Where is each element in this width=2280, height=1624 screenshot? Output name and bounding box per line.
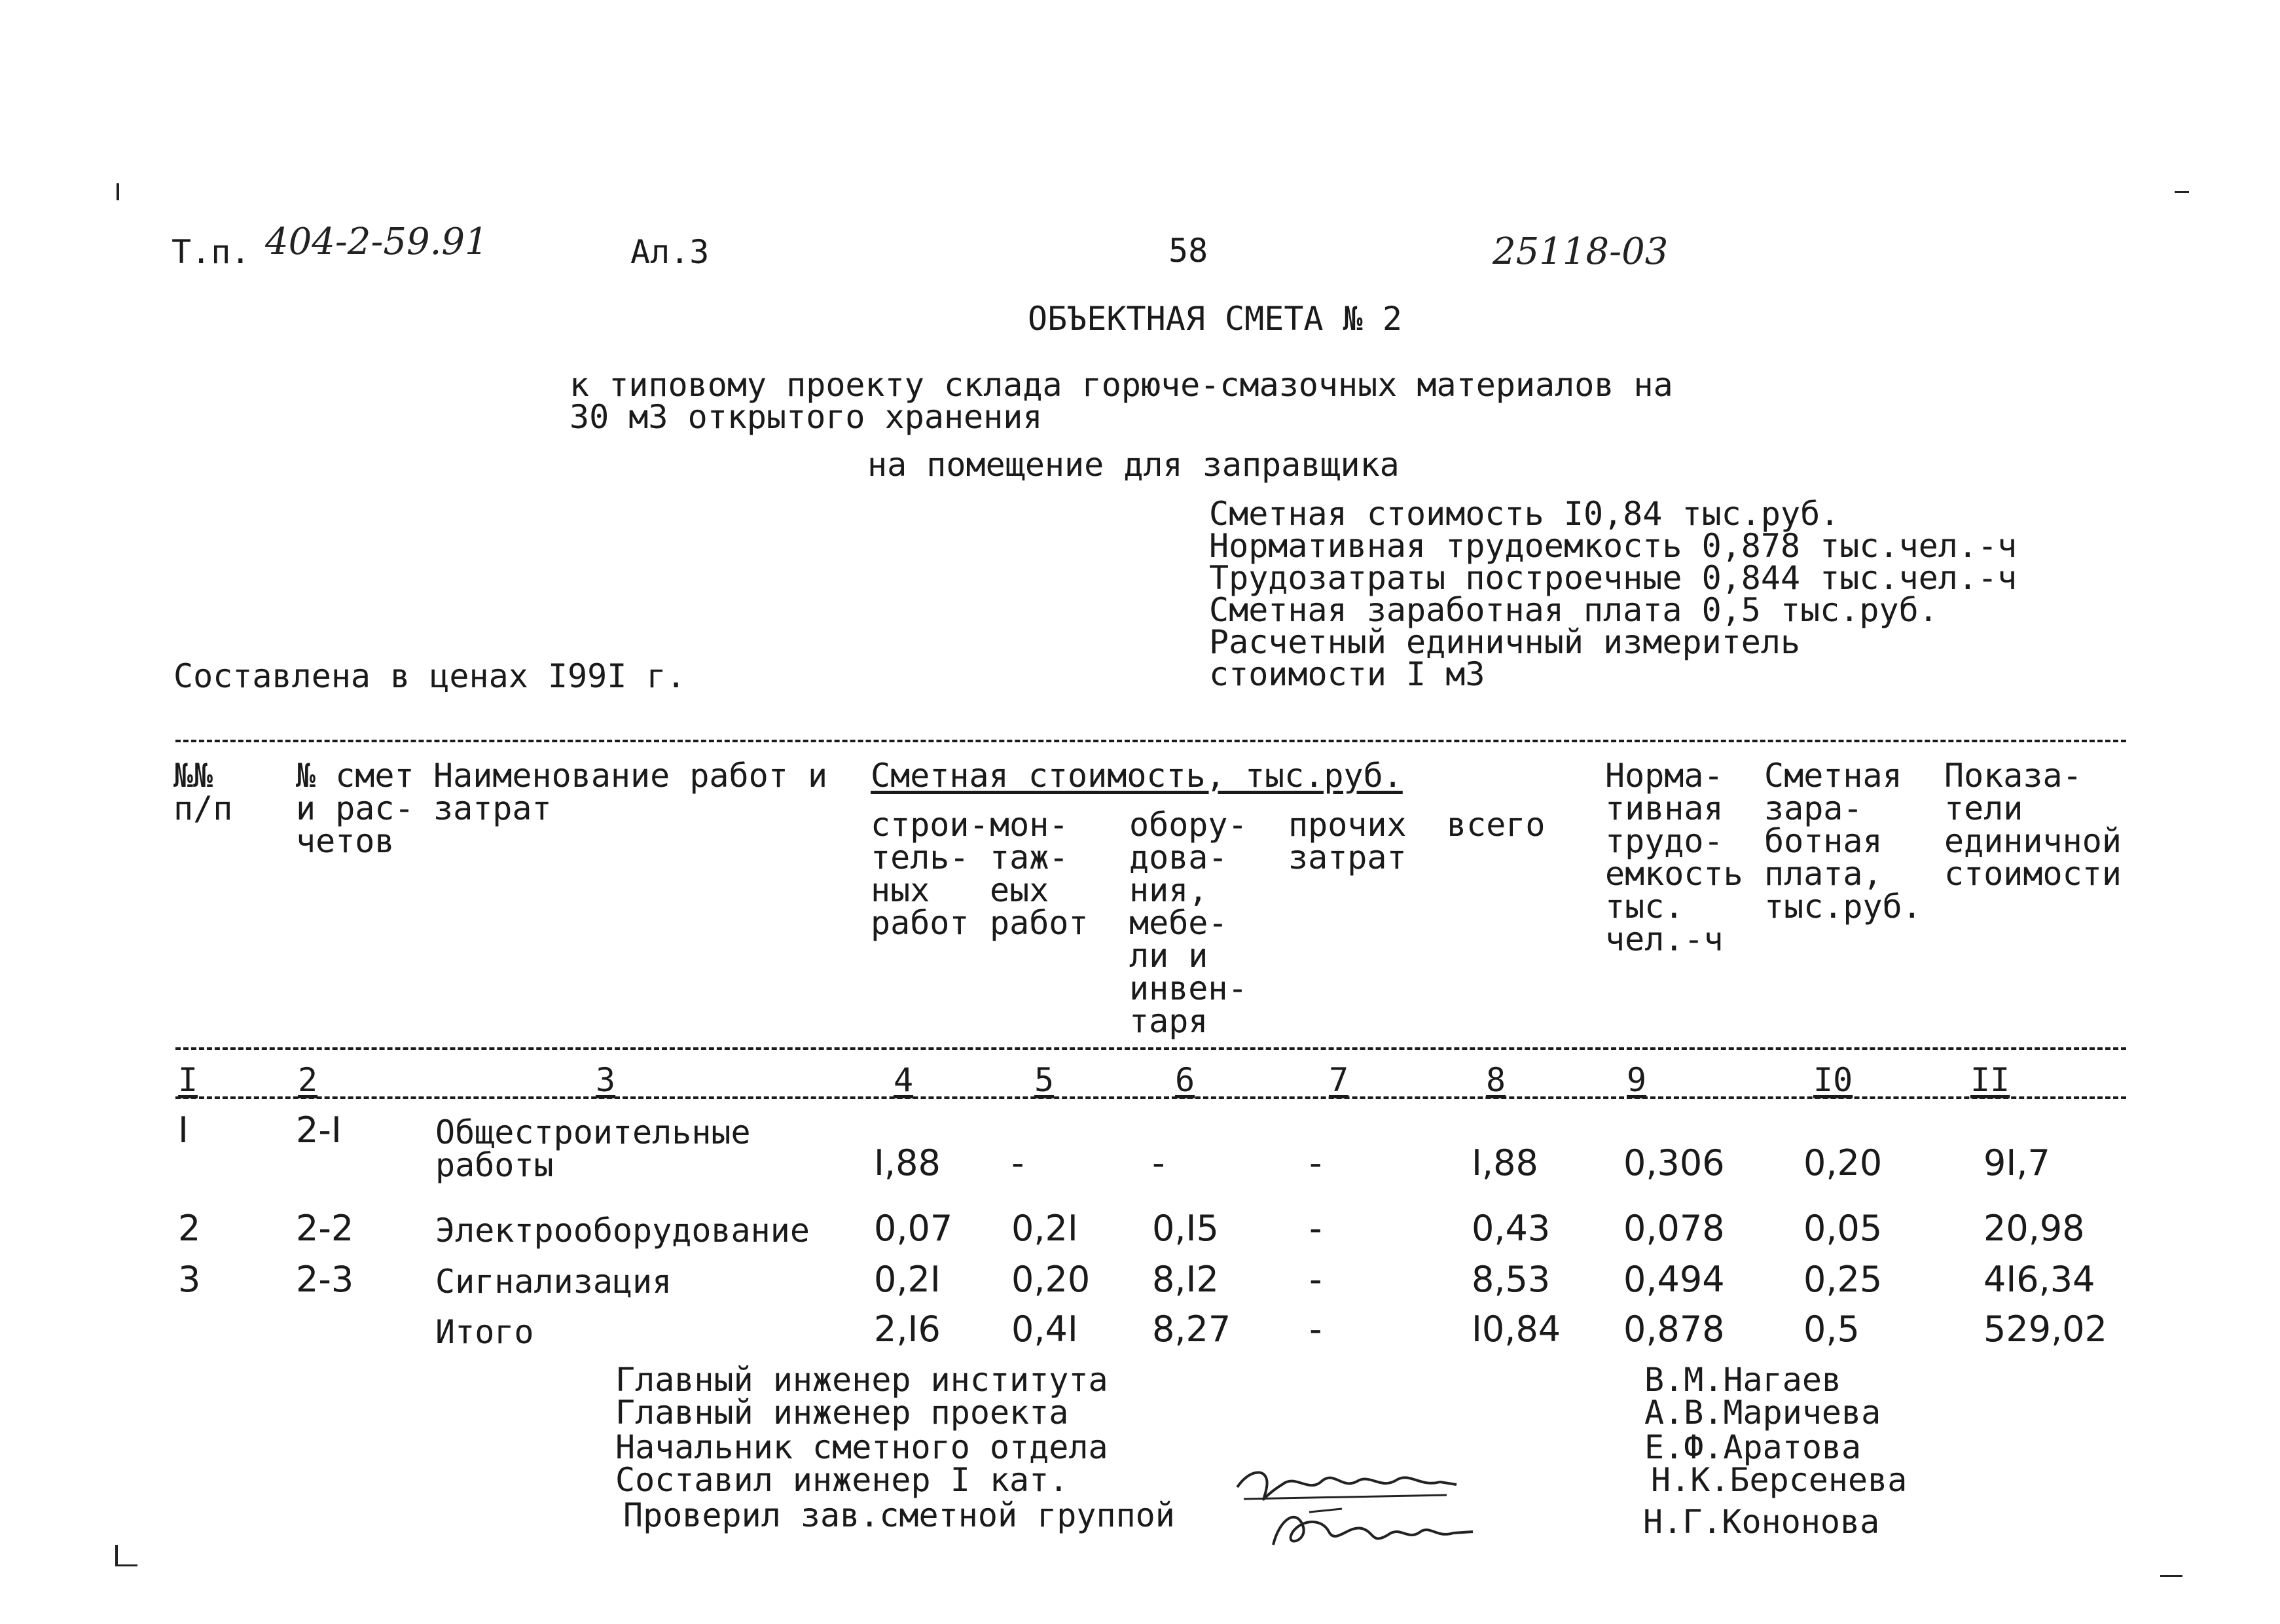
cell-estimate: 2-2	[296, 1208, 354, 1249]
header-num: №№ п/п	[173, 757, 233, 827]
header-equipment: обору- дова- ния, мебе- ли и инвен- таря	[1129, 806, 1248, 1040]
signature-name: Н.К.Берсенева	[1651, 1461, 1908, 1499]
cell-labor: 0,078	[1623, 1208, 1725, 1249]
subtitle-line-1: к типовому проекту склада горюче-смазочных материалов на	[570, 366, 1673, 404]
signature-role: Составил инженер I кат.	[615, 1461, 1069, 1499]
page-title: ОБЪЕКТНАЯ СМЕТА № 2	[1028, 300, 1402, 338]
summary-site-labor: Трудозатраты построечные 0,844 тыс.чел.-ч	[1209, 559, 2018, 597]
document-code: 25118-03	[1493, 230, 1669, 273]
cell-labor: 0,306	[1623, 1142, 1725, 1183]
column-number: II	[1970, 1061, 2010, 1099]
cell-construction: I,88	[874, 1142, 941, 1183]
handwritten-signature-kononova	[1263, 1499, 1479, 1558]
total-wage: 0,5	[1803, 1308, 1860, 1350]
cell-installation: 0,20	[1011, 1259, 1091, 1300]
cell-num: I	[178, 1110, 189, 1151]
column-number: 6	[1175, 1061, 1195, 1099]
header-labor: Норма- тивная трудо- емкость тыс. чел.-ч	[1605, 757, 1743, 958]
cell-equipment: 8,I2	[1152, 1259, 1219, 1300]
tp-number: 404-2-59.91	[265, 221, 488, 263]
subtitle-line-2: 30 м3 открытого хранения	[570, 398, 1043, 436]
cell-equipment: 0,I5	[1152, 1208, 1219, 1249]
cell-estimate: 2-3	[296, 1259, 354, 1300]
header-installation: мон- таж- еых работ	[990, 806, 1089, 942]
column-number: 7	[1329, 1061, 1349, 1099]
cell-installation: 0,2I	[1011, 1208, 1078, 1249]
cell-indicator: 4I6,34	[1983, 1259, 2095, 1300]
column-number: 8	[1486, 1061, 1506, 1099]
header-wage: Сметная зара- ботная плата, тыс.руб.	[1764, 757, 1922, 926]
cell-num: 2	[178, 1208, 201, 1249]
column-number: I	[178, 1061, 198, 1099]
corner-mark-top-left	[117, 183, 119, 200]
cell-wage: 0,05	[1803, 1208, 1883, 1249]
signature-role: Главный инженер проекта	[615, 1394, 1069, 1432]
cell-other: -	[1309, 1259, 1322, 1300]
header-other: прочих затрат	[1288, 806, 1407, 876]
header-total: всего	[1447, 806, 1546, 844]
summary-labor: Нормативная трудоемкость 0,878 тыс.чел.-ч	[1209, 527, 2018, 565]
column-number: 5	[1034, 1061, 1055, 1099]
cell-name: Электрооборудование	[435, 1212, 810, 1250]
summary-unit-label: Расчетный единичный измеритель	[1209, 623, 1801, 661]
album-number: Ал.3	[630, 233, 710, 271]
page-number: 58	[1168, 232, 1208, 270]
column-number: 3	[596, 1061, 616, 1099]
table-top-rule	[175, 740, 2126, 742]
cell-wage: 0,25	[1803, 1259, 1883, 1300]
summary-unit-value: стоимости I м3	[1209, 655, 1485, 693]
header-construction: строи- тель- ных работ	[871, 806, 989, 942]
signature-name: Е.Ф.Аратова	[1644, 1428, 1862, 1466]
cell-indicator: 9I,7	[1983, 1142, 2050, 1183]
header-estimates: № смет и рас- четов	[296, 757, 414, 860]
cell-estimate: 2-I	[296, 1110, 342, 1151]
cell-name: Сигнализация	[435, 1263, 672, 1301]
cell-total: 8,53	[1472, 1259, 1551, 1300]
total-construction: 2,I6	[874, 1308, 941, 1350]
table-header-bottom-rule	[175, 1047, 2126, 1050]
cell-name: Общестроительные работы	[435, 1113, 751, 1184]
total-label: Итого	[435, 1313, 534, 1351]
signature-role: Проверил зав.сметной группой	[623, 1496, 1175, 1534]
signature-name: А.В.Маричева	[1644, 1394, 1881, 1432]
summary-cost: Сметная стоимость I0,84 тыс.руб.	[1209, 495, 1840, 533]
column-number: I0	[1813, 1061, 1853, 1099]
signature-role: Главный инженер института	[615, 1361, 1108, 1399]
total-other: -	[1309, 1308, 1322, 1350]
total-labor: 0,878	[1623, 1308, 1725, 1350]
signature-name: В.М.Нагаев	[1644, 1361, 1842, 1399]
cell-wage: 0,20	[1803, 1142, 1883, 1183]
corner-mark-bottom-left	[115, 1545, 118, 1564]
cell-indicator: 20,98	[1983, 1208, 2085, 1249]
cell-equipment: -	[1152, 1142, 1165, 1183]
total-equipment: 8,27	[1152, 1308, 1231, 1350]
corner-mark-top-right	[2175, 191, 2189, 193]
total-indicator: 529,02	[1983, 1308, 2107, 1350]
header-cost-group: Сметная стоимость, тыс.руб.	[871, 757, 1403, 795]
cell-total: 0,43	[1472, 1208, 1551, 1249]
header-name: Наименование работ и затрат	[433, 757, 828, 827]
corner-mark-bottom-right	[2160, 1575, 2182, 1577]
cell-installation: -	[1011, 1142, 1024, 1183]
column-number: 2	[298, 1061, 318, 1099]
tp-label: Т.п.	[172, 233, 251, 271]
total-total: I0,84	[1472, 1308, 1561, 1350]
cell-other: -	[1309, 1142, 1322, 1183]
prices-note: Составлена в ценах I99I г.	[173, 657, 686, 695]
signature-name: Н.Г.Кононова	[1643, 1503, 1880, 1541]
column-number: 4	[894, 1061, 914, 1099]
corner-mark-bottom-left-h	[115, 1564, 137, 1566]
cell-other: -	[1309, 1208, 1322, 1249]
total-installation: 0,4I	[1011, 1308, 1078, 1350]
cell-construction: 0,07	[874, 1208, 953, 1249]
cell-construction: 0,2I	[874, 1259, 941, 1300]
cell-labor: 0,494	[1623, 1259, 1725, 1300]
subject-line: на помещение для заправщика	[867, 446, 1400, 484]
summary-wage: Сметная заработная плата 0,5 тыс.руб.	[1209, 591, 1938, 629]
column-number: 9	[1627, 1061, 1647, 1099]
cell-num: 3	[178, 1259, 201, 1300]
signature-role: Начальник сметного отдела	[615, 1428, 1108, 1466]
header-indicators: Показа- тели единичной стоимости	[1944, 757, 2122, 893]
cell-total: I,88	[1472, 1142, 1538, 1183]
